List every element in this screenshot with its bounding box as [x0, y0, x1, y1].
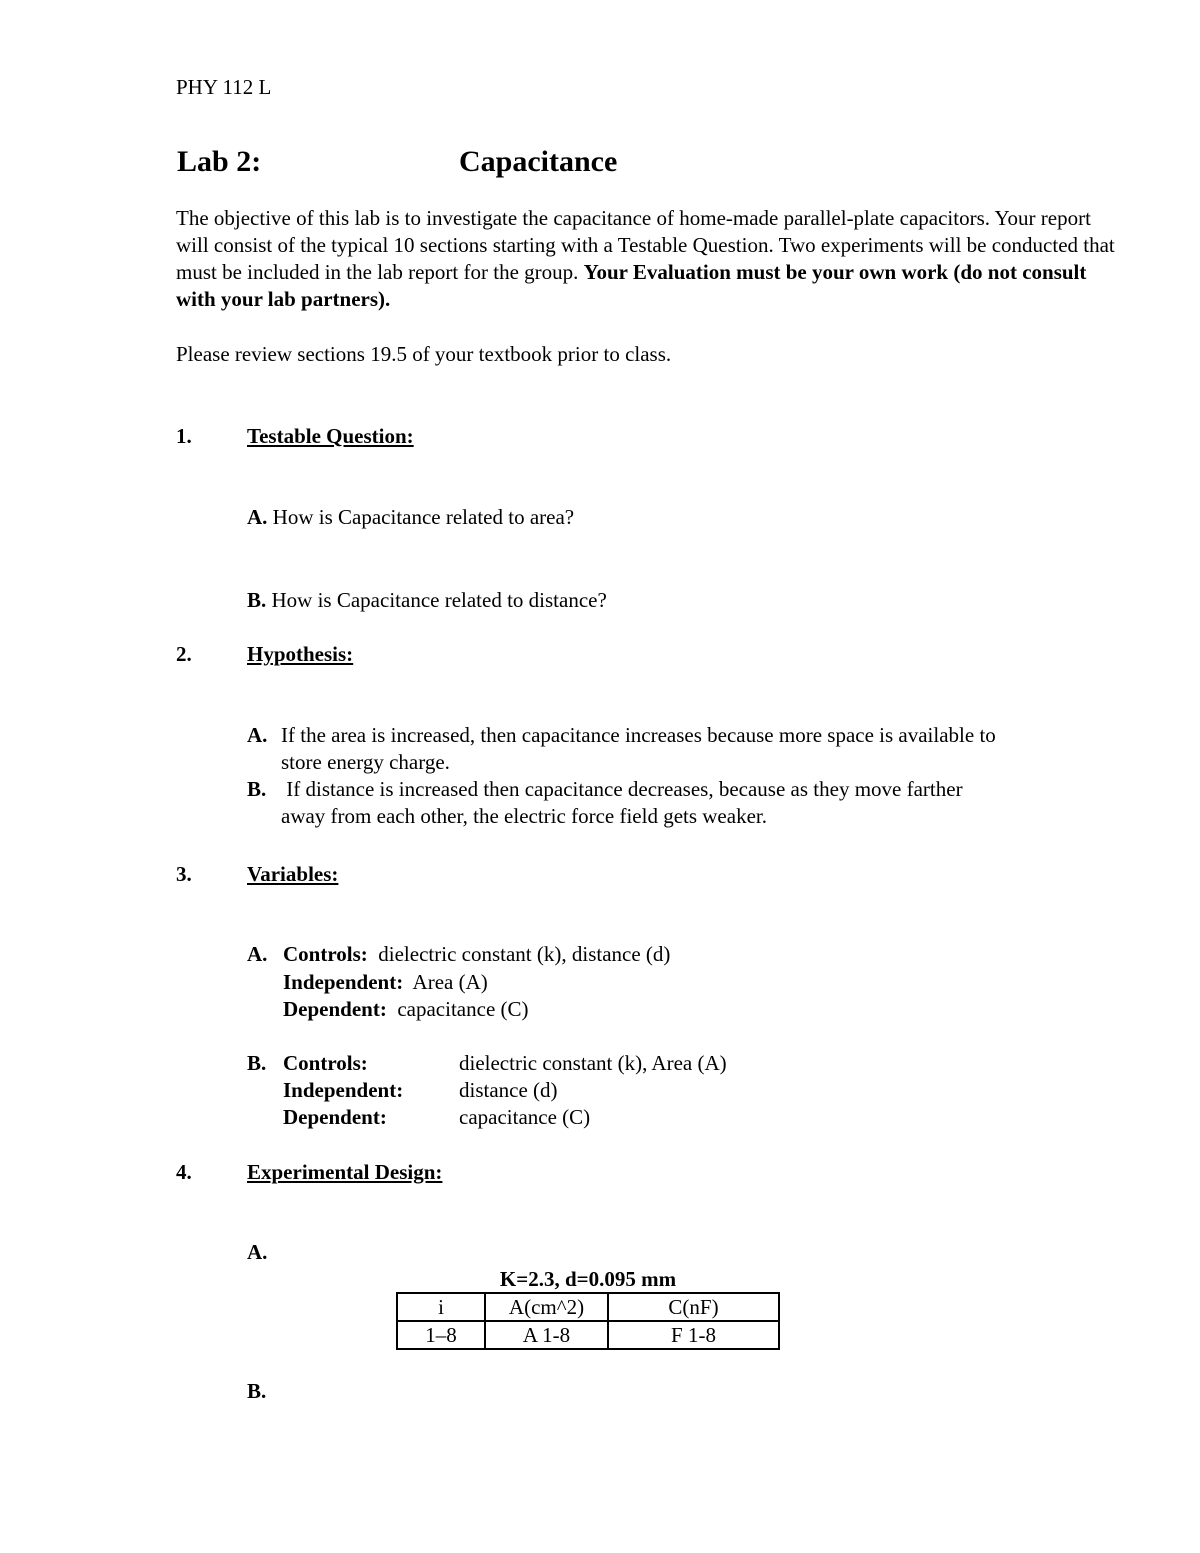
section3-title: Variables: — [247, 862, 339, 886]
section1-number: 1. — [176, 424, 192, 448]
section3-b-dependent-label: Dependent: — [283, 1105, 387, 1129]
section2-b-label: B. — [247, 777, 267, 801]
lab-number: Lab 2: — [177, 145, 262, 178]
table-header-row — [397, 1293, 779, 1321]
section2-item-b — [247, 776, 1107, 830]
section1-b-text: How is Capacitance related to distance? — [266, 588, 607, 612]
section3-a-dependent-row — [283, 996, 529, 1023]
table-cell: 1–8 — [397, 1321, 485, 1349]
section3-a-dependent-value: capacitance (C) — [397, 997, 529, 1021]
review-note: Please review sections 19.5 of your textbook prior to class. — [176, 342, 672, 366]
section2-title: Hypothesis: — [247, 642, 354, 666]
section1-item-b — [247, 587, 607, 614]
section2-a-continuation: store energy charge. — [281, 750, 450, 774]
section3-b-independent-value: distance (d) — [459, 1078, 558, 1102]
section4-title: Experimental Design: — [247, 1160, 443, 1184]
intro-text: The objective of this lab is to investigate the capacitance of home-made parallel-plate capacitors. Your report will consist of the typical 10 sections starting with a Testable Question. Two experiments will be conducted that must be included in the lab report for the group. — [176, 206, 1115, 284]
table-header-cell: i — [397, 1293, 485, 1321]
section1-a-text: How is Capacitance related to area? — [267, 505, 575, 529]
section3-number: 3. — [176, 862, 192, 886]
section3-a-controls-label: Controls: — [283, 942, 368, 966]
section3-b-independent-label: Independent: — [283, 1078, 404, 1102]
data-table — [396, 1292, 780, 1350]
lab-title: Capacitance — [459, 145, 618, 178]
section3-a-controls-value: dielectric constant (k), distance (d) — [378, 942, 671, 966]
table-header-cell: A(cm^2) — [485, 1293, 608, 1321]
section2-b-continuation: away from each other, the electric force field gets weaker. — [281, 804, 767, 828]
section2-b-text: If distance is increased then capacitance decreases, because as they move farther — [281, 777, 963, 801]
section3-a-dependent-label: Dependent: — [283, 997, 387, 1021]
section3-a-controls-row — [283, 941, 670, 968]
section1-b-label: B. — [247, 588, 267, 612]
section3-a-independent-label: Independent: — [283, 970, 404, 994]
section3-a-independent-row — [283, 969, 488, 996]
section1-title: Testable Question: — [247, 424, 414, 448]
table-row — [397, 1321, 779, 1349]
table-header-cell: C(nF) — [608, 1293, 779, 1321]
section3-a-label: A. — [247, 942, 268, 966]
section3-b-dependent-value: capacitance (C) — [459, 1105, 591, 1129]
section1-a-label: A. — [247, 505, 268, 529]
section3-b-controls-value: dielectric constant (k), Area (A) — [459, 1051, 727, 1075]
section1-item-a — [247, 504, 574, 531]
section4-number: 4. — [176, 1160, 192, 1184]
section2-a-text: If the area is increased, then capacitance increases because more space is available to — [281, 723, 996, 747]
section2-item-a — [247, 722, 1107, 776]
section2-number: 2. — [176, 642, 192, 666]
intro-bold-text: Your Evaluation must be your own work (do not consult with your lab partners). — [176, 260, 1087, 311]
table-cell: F 1-8 — [608, 1321, 779, 1349]
section4-b-label: B. — [247, 1379, 267, 1403]
section3-a-independent-value: Area (A) — [412, 970, 488, 994]
table-cell: A 1-8 — [485, 1321, 608, 1349]
section4-a-label: A. — [247, 1240, 268, 1264]
intro-paragraph — [176, 205, 1116, 313]
section2-a-label: A. — [247, 723, 268, 747]
course-code: PHY 112 L — [176, 75, 272, 99]
section3-b-label: B. — [247, 1051, 267, 1075]
table-caption: K=2.3, d=0.095 mm — [499, 1267, 677, 1291]
section3-b-controls-label: Controls: — [283, 1051, 368, 1075]
